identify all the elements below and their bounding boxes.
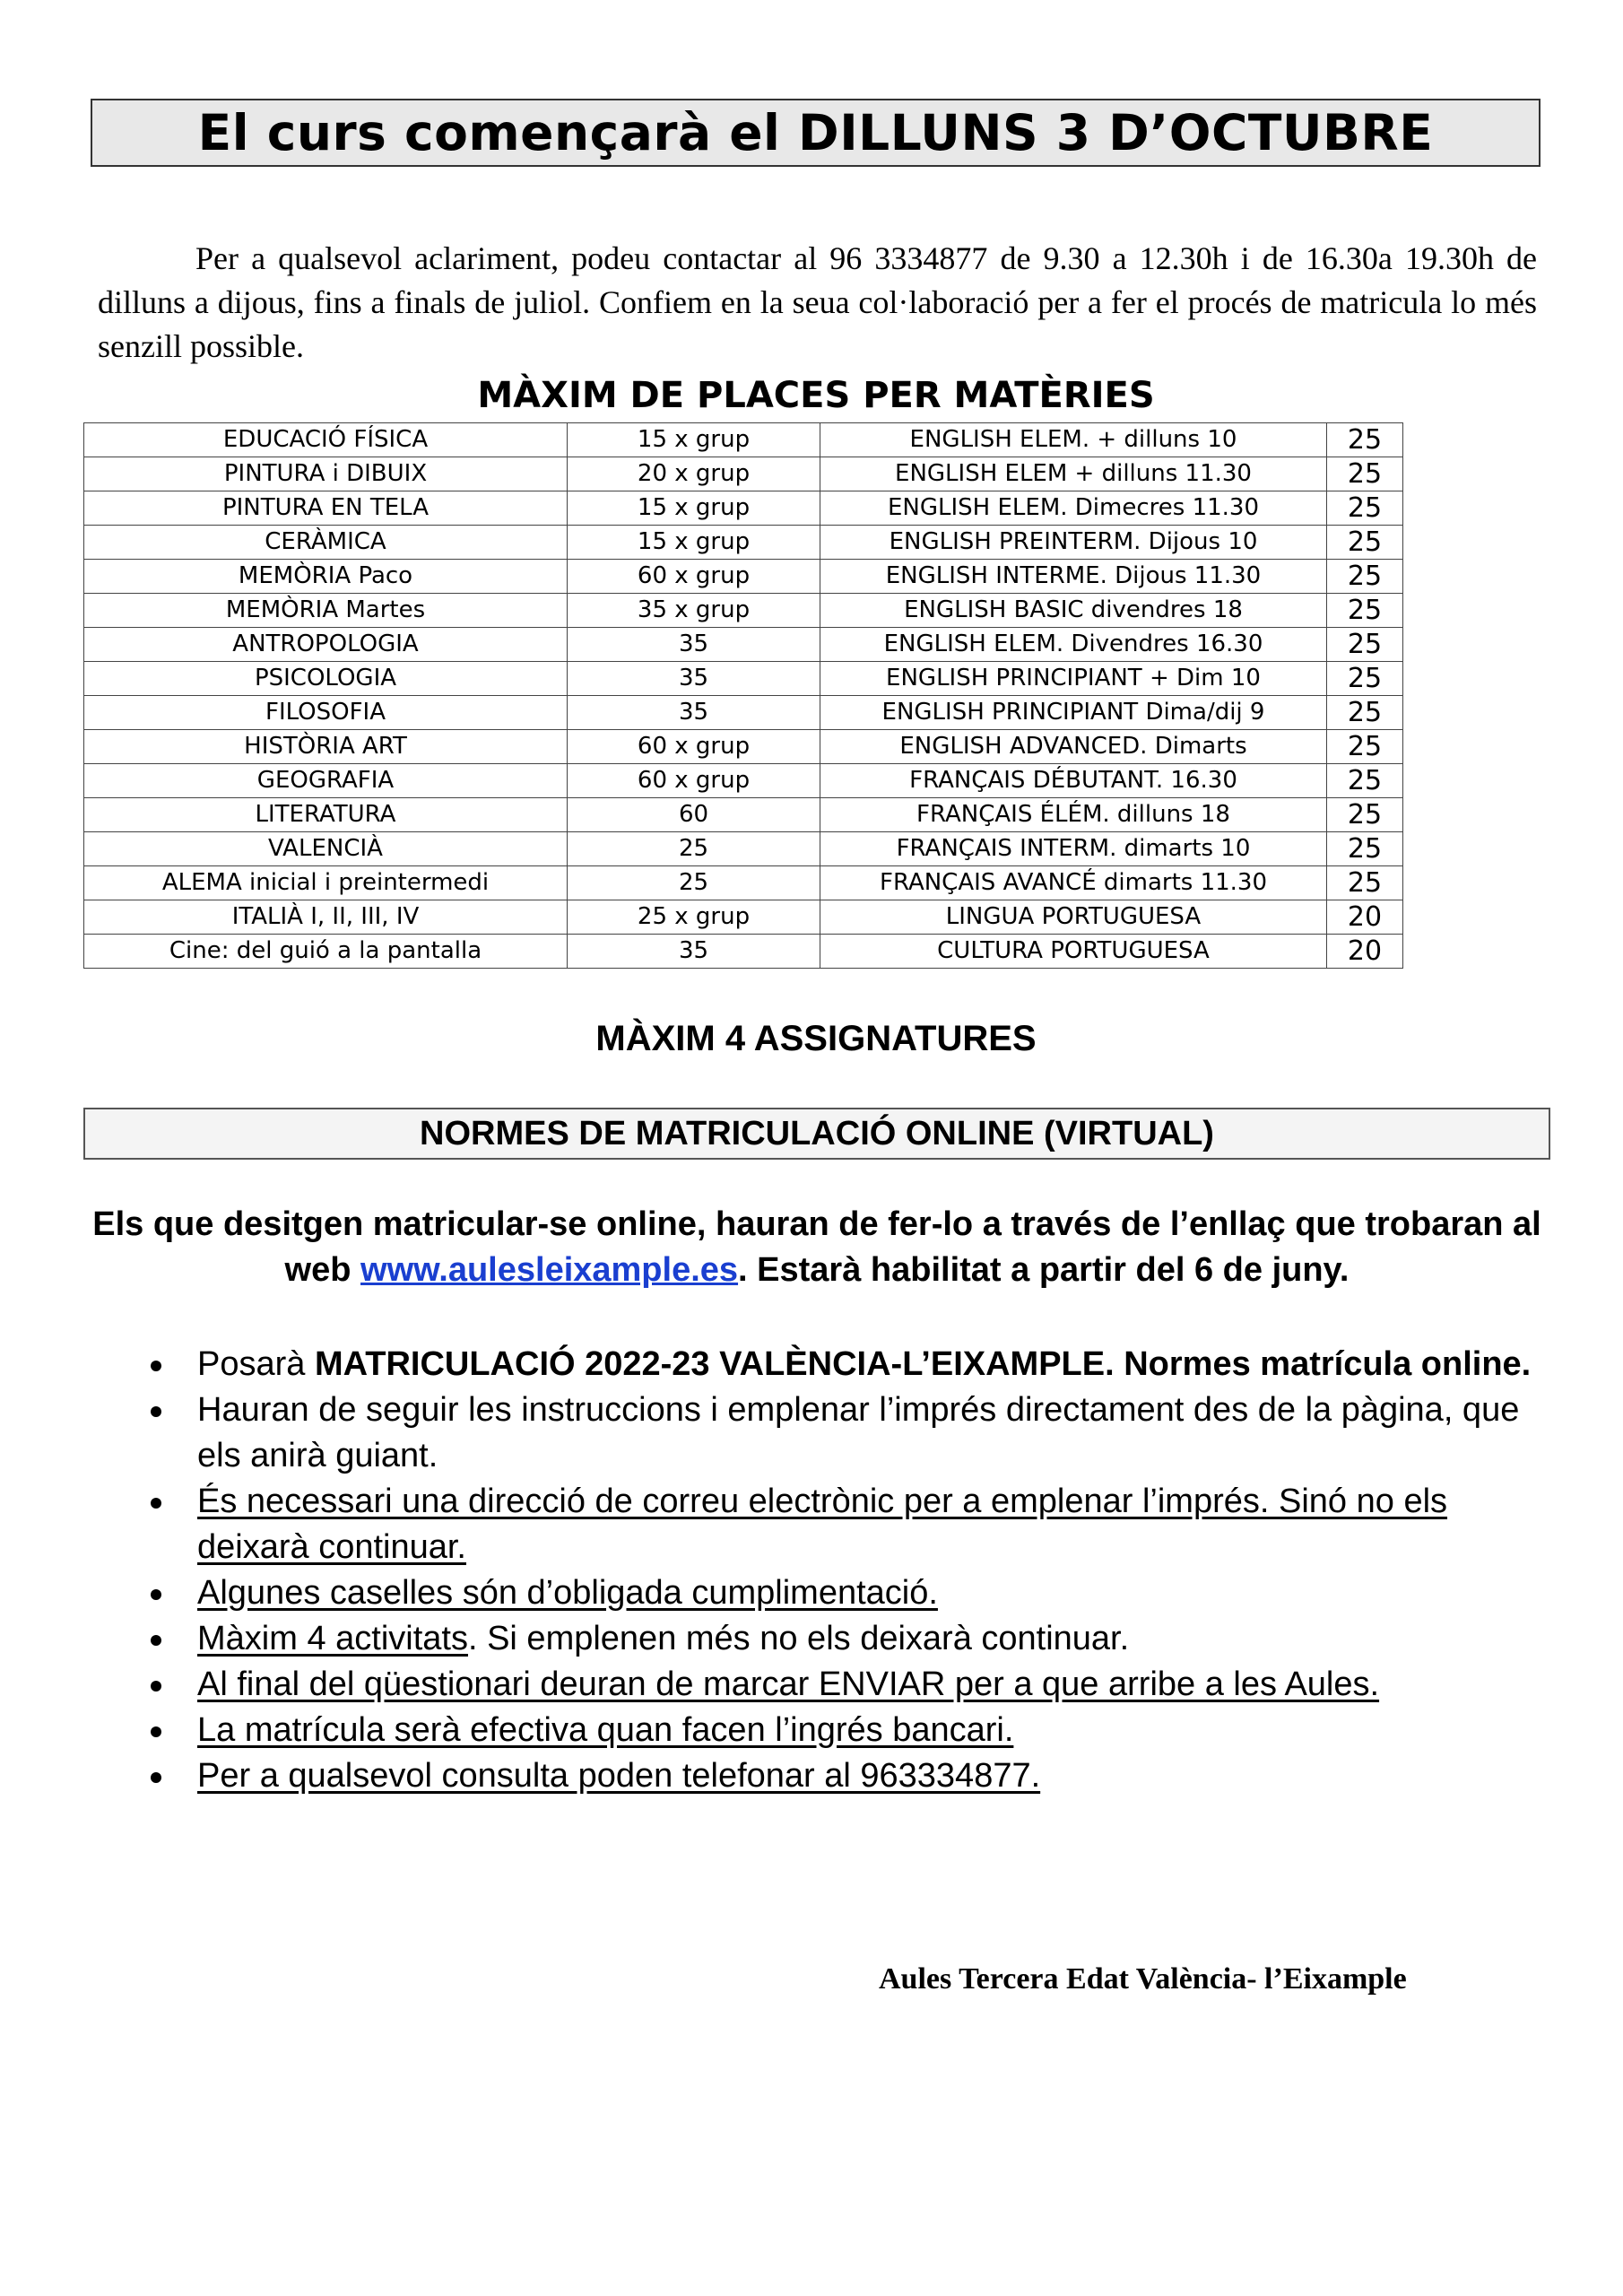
places-cell: 25 [1327,662,1403,696]
table-row [84,526,1403,560]
table-row [84,457,1403,491]
places-cell: 25 [1327,628,1403,662]
table-row [84,696,1403,730]
places-cell: 20 [1327,900,1403,935]
rule-item [145,1662,1544,1708]
rule-text: Al final del qüestionari deuran de marcar ENVIAR per a que arribe a les Aules. [197,1665,1380,1703]
max-places-cell: 35 [568,662,820,696]
table-row [84,764,1403,798]
bullet-icon [151,1772,161,1783]
max-places-cell: 25 [568,832,820,866]
max-places-cell: 60 x grup [568,764,820,798]
subject-cell: Cine: del guió a la pantalla [84,935,568,969]
rule-item [145,1616,1544,1662]
course-cell: ENGLISH PRINCIPIANT + Dim 10 [820,662,1327,696]
rule-text: Màxim 4 activitats [197,1620,468,1657]
rule-item [145,1708,1544,1753]
subject-cell: ANTROPOLOGIA [84,628,568,662]
table-row [84,900,1403,935]
subject-cell: ITALIÀ I, II, III, IV [84,900,568,935]
places-table [83,422,1403,969]
max-places-cell: 35 [568,935,820,969]
table-row [84,832,1403,866]
rule-text: La matrícula serà efectiva quan facen l’ingrés bancari. [197,1711,1014,1749]
max-places-cell: 25 [568,866,820,900]
bullet-icon [151,1406,161,1417]
rule-text-rest: . Si emplenen més no els deixarà continuar. [467,1620,1130,1657]
online-enrolment-intro [83,1202,1550,1293]
subject-cell: HISTÒRIA ART [84,730,568,764]
max-places-cell: 35 [568,628,820,662]
online-intro-text-end: . Estarà habilitat a partir del 6 de juny. [738,1251,1350,1289]
table-row [84,866,1403,900]
subject-cell: FILOSOFIA [84,696,568,730]
places-cell: 25 [1327,560,1403,594]
course-cell: ENGLISH PRINCIPIANT Dima/dij 9 [820,696,1327,730]
subject-cell: VALENCIÀ [84,832,568,866]
table-row [84,423,1403,457]
subject-cell: PINTURA i DIBUIX [84,457,568,491]
course-cell: FRANÇAIS DÉBUTANT. 16.30 [820,764,1327,798]
table-row [84,560,1403,594]
table-row [84,628,1403,662]
rule-item [145,1342,1544,1387]
max-places-cell: 15 x grup [568,423,820,457]
bullet-icon [151,1726,161,1737]
course-cell: FRANÇAIS AVANCÉ dimarts 11.30 [820,866,1327,900]
norms-title: NORMES DE MATRICULACIÓ ONLINE (VIRTUAL) [83,1108,1550,1160]
places-cell: 25 [1327,764,1403,798]
subject-cell: CERÀMICA [84,526,568,560]
bullet-icon [151,1498,161,1509]
places-cell: 25 [1327,491,1403,526]
rule-text: És necessari una direcció de correu electrònic per a emplenar l’imprés. Sinó no els deixarà continuar. [197,1483,1448,1566]
places-cell: 25 [1327,696,1403,730]
page-title: El curs començarà el DILLUNS 3 D’OCTUBRE [91,99,1541,167]
course-cell: ENGLISH ELEM. + dilluns 10 [820,423,1327,457]
bullet-icon [151,1681,161,1692]
course-cell: ENGLISH ELEM + dilluns 11.30 [820,457,1327,491]
website-link[interactable]: www.aulesleixample.es [360,1251,739,1289]
subject-cell: LITERATURA [84,798,568,832]
subject-cell: ALEMA inicial i preintermedi [84,866,568,900]
subject-cell: PSICOLOGIA [84,662,568,696]
places-cell: 25 [1327,832,1403,866]
places-cell: 25 [1327,423,1403,457]
places-cell: 25 [1327,526,1403,560]
course-cell: ENGLISH BASIC divendres 18 [820,594,1327,628]
rule-text: Per a qualsevol consulta poden telefonar al 963334877. [197,1757,1041,1795]
course-cell: ENGLISH INTERME. Dijous 11.30 [820,560,1327,594]
table-row [84,935,1403,969]
intro-paragraph: Per a qualsevol aclariment, podeu contactar al 96 3334877 de 9.30 a 12.30h i de 16.30a 19.30h de dilluns a dijous, fins a finals de juliol. Confiem en la seua col·laboració per a fer el procés de matricula lo més senzill possible. [98,240,1537,364]
bullet-icon [151,1635,161,1646]
course-cell: CULTURA PORTUGUESA [820,935,1327,969]
max-places-cell: 60 x grup [568,730,820,764]
places-cell: 25 [1327,457,1403,491]
course-cell: ENGLISH PREINTERM. Dijous 10 [820,526,1327,560]
signature: Aules Tercera Edat València- l’Eixample [879,1962,1407,1996]
rule-text-bold: MATRICULACIÓ 2022-23 VALÈNCIA-L’EIXAMPLE. Normes matrícula online. [314,1345,1532,1383]
max-places-cell: 15 x grup [568,526,820,560]
rule-text: Algunes caselles són d’obligada cumplimentació. [197,1574,938,1612]
course-cell: ENGLISH ELEM. Dimecres 11.30 [820,491,1327,526]
course-cell: FRANÇAIS ÉLÉM. dilluns 18 [820,798,1327,832]
rule-item [145,1570,1544,1616]
table-row [84,662,1403,696]
max-subjects-heading: MÀXIM 4 ASSIGNATURES [595,1019,1037,1058]
max-places-cell: 60 [568,798,820,832]
max-places-cell: 35 x grup [568,594,820,628]
places-cell: 25 [1327,798,1403,832]
course-cell: ENGLISH ADVANCED. Dimarts [820,730,1327,764]
course-cell: FRANÇAIS INTERM. dimarts 10 [820,832,1327,866]
table-row [84,594,1403,628]
table-row [84,491,1403,526]
table-row [84,798,1403,832]
table-row [84,730,1403,764]
places-cell: 25 [1327,866,1403,900]
max-places-cell: 35 [568,696,820,730]
rule-item [145,1479,1544,1570]
max-places-cell: 60 x grup [568,560,820,594]
course-cell: LINGUA PORTUGUESA [820,900,1327,935]
max-places-cell: 15 x grup [568,491,820,526]
rule-text: Hauran de seguir les instruccions i emplenar l’imprés directament des de la pàgina, que els anirà guiant. [197,1391,1520,1474]
places-cell: 20 [1327,935,1403,969]
max-places-cell: 25 x grup [568,900,820,935]
subject-cell: GEOGRAFIA [84,764,568,798]
places-cell: 25 [1327,730,1403,764]
bullet-icon [151,1589,161,1600]
subject-cell: MEMÒRIA Paco [84,560,568,594]
subject-cell: EDUCACIÓ FÍSICA [84,423,568,457]
bullet-icon [151,1361,161,1371]
rule-item [145,1753,1544,1799]
places-cell: 25 [1327,594,1403,628]
max-places-cell: 20 x grup [568,457,820,491]
subject-cell: MEMÒRIA Martes [84,594,568,628]
course-cell: ENGLISH ELEM. Divendres 16.30 [820,628,1327,662]
rule-text: Posarà [197,1345,315,1383]
online-intro-text: Els que desitgen matricular-se online, hauran de fer-lo a través de l’enllaç que trobaran al web [92,1205,1541,1289]
rule-item [145,1387,1544,1479]
enrolment-rules-list [145,1342,1544,1799]
subject-cell: PINTURA EN TELA [84,491,568,526]
places-table-title: MÀXIM DE PLACES PER MATÈRIES [477,375,1155,416]
